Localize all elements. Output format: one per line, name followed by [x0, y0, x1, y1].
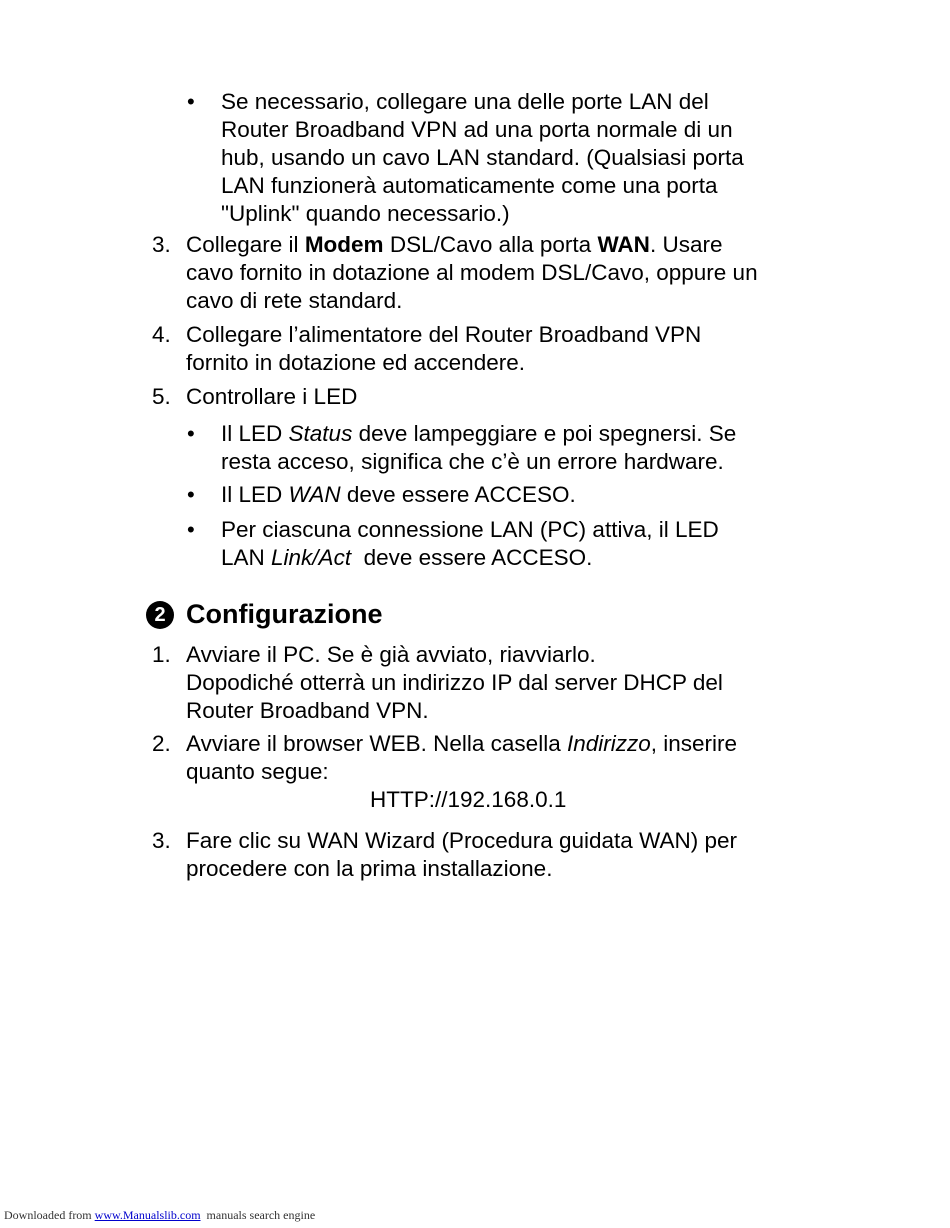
step-number: 4.	[152, 322, 171, 347]
step-number: 3.	[152, 828, 171, 853]
bullet-marker: •	[187, 482, 195, 507]
step-restart-pc	[186, 641, 723, 725]
step-number: 1.	[152, 642, 171, 667]
text-line: Per ciascuna connessione LAN (PC) attiva, il LED	[221, 517, 719, 542]
text-line: Router Broadband VPN.	[186, 698, 429, 723]
step-wan-wizard	[186, 827, 737, 883]
bold-term-modem: Modem	[304, 232, 384, 257]
section-heading	[146, 598, 383, 630]
text-line	[186, 730, 737, 758]
bullet-lan-led	[221, 516, 719, 572]
text-run: Collegare il	[186, 232, 305, 257]
text-line: Router Broadband VPN ad una porta normale di un	[221, 117, 733, 142]
step-connect-modem	[186, 231, 758, 315]
text-run: DSL/Cavo alla porta	[383, 232, 598, 257]
text-run: LAN	[221, 545, 272, 570]
bold-term-wan: WAN	[597, 232, 650, 257]
text-line: quanto segue:	[186, 759, 329, 784]
text-run: . Usare	[649, 232, 723, 257]
text-line: procedere con la prima installazione.	[186, 856, 553, 881]
footer-suffix: manuals search engine	[200, 1208, 316, 1222]
text-line: Fare clic su WAN Wizard (Procedura guidata WAN) per	[186, 828, 737, 853]
text-line: "Uplink" quando necessario.)	[221, 201, 510, 226]
step-power-adapter	[186, 321, 701, 377]
bullet-hub-connection	[221, 88, 744, 228]
bullet-marker: •	[187, 89, 195, 114]
text-run: deve essere ACCESO.	[340, 482, 576, 507]
bullet-marker: •	[187, 421, 195, 446]
text-line: cavo di rete standard.	[186, 288, 403, 313]
page-footer	[4, 1207, 315, 1223]
section-title: Configurazione	[186, 599, 383, 629]
step-check-leds	[186, 383, 357, 411]
text-line: Dopodiché otterrà un indirizzo IP dal server DHCP del	[186, 670, 723, 695]
step-number: 3.	[152, 232, 171, 257]
text-line: resta acceso, significa che c’è un errore hardware.	[221, 449, 724, 474]
text-line	[221, 481, 576, 509]
text-line: Collegare l’alimentatore del Router Broadband VPN	[186, 322, 702, 347]
router-url: HTTP://192.168.0.1	[370, 787, 567, 812]
text-run: Il LED	[221, 421, 289, 446]
bullet-wan-led	[221, 481, 576, 509]
manualslib-link[interactable]: www.Manualslib.com	[94, 1208, 201, 1222]
bullet-marker: •	[187, 517, 195, 542]
text-line	[221, 544, 719, 572]
text-line: Controllare i LED	[186, 384, 358, 409]
text-line: cavo fornito in dotazione al modem DSL/Cavo, oppure un	[186, 260, 758, 285]
footer-prefix: Downloaded from	[4, 1208, 95, 1222]
italic-term: Indirizzo	[566, 731, 651, 756]
step-number: 2.	[152, 731, 171, 756]
step-open-browser	[186, 730, 737, 786]
text-line	[221, 420, 736, 448]
text-line: fornito in dotazione ed accendere.	[186, 350, 525, 375]
text-line: Se necessario, collegare una delle porte LAN del	[221, 89, 709, 114]
text-run: Il LED	[221, 482, 289, 507]
text-run: deve lampeggiare e poi spegnersi. Se	[352, 421, 737, 446]
text-run: deve essere ACCESO.	[351, 545, 593, 570]
text-line: Avviare il PC. Se è già avviato, riavviarlo.	[186, 642, 596, 667]
circled-number-icon: 2	[146, 601, 174, 629]
text-run: , inserire	[650, 731, 738, 756]
text-line	[186, 231, 758, 259]
text-line: LAN funzionerà automaticamente come una porta	[221, 173, 718, 198]
bullet-status-led	[221, 420, 736, 476]
italic-term: Link/Act	[271, 545, 352, 570]
step-number: 5.	[152, 384, 171, 409]
text-line: hub, usando un cavo LAN standard. (Qualsiasi porta	[221, 145, 744, 170]
italic-term: WAN	[288, 482, 341, 507]
text-run: Avviare il browser WEB. Nella casella	[186, 731, 567, 756]
italic-term: Status	[288, 421, 353, 446]
